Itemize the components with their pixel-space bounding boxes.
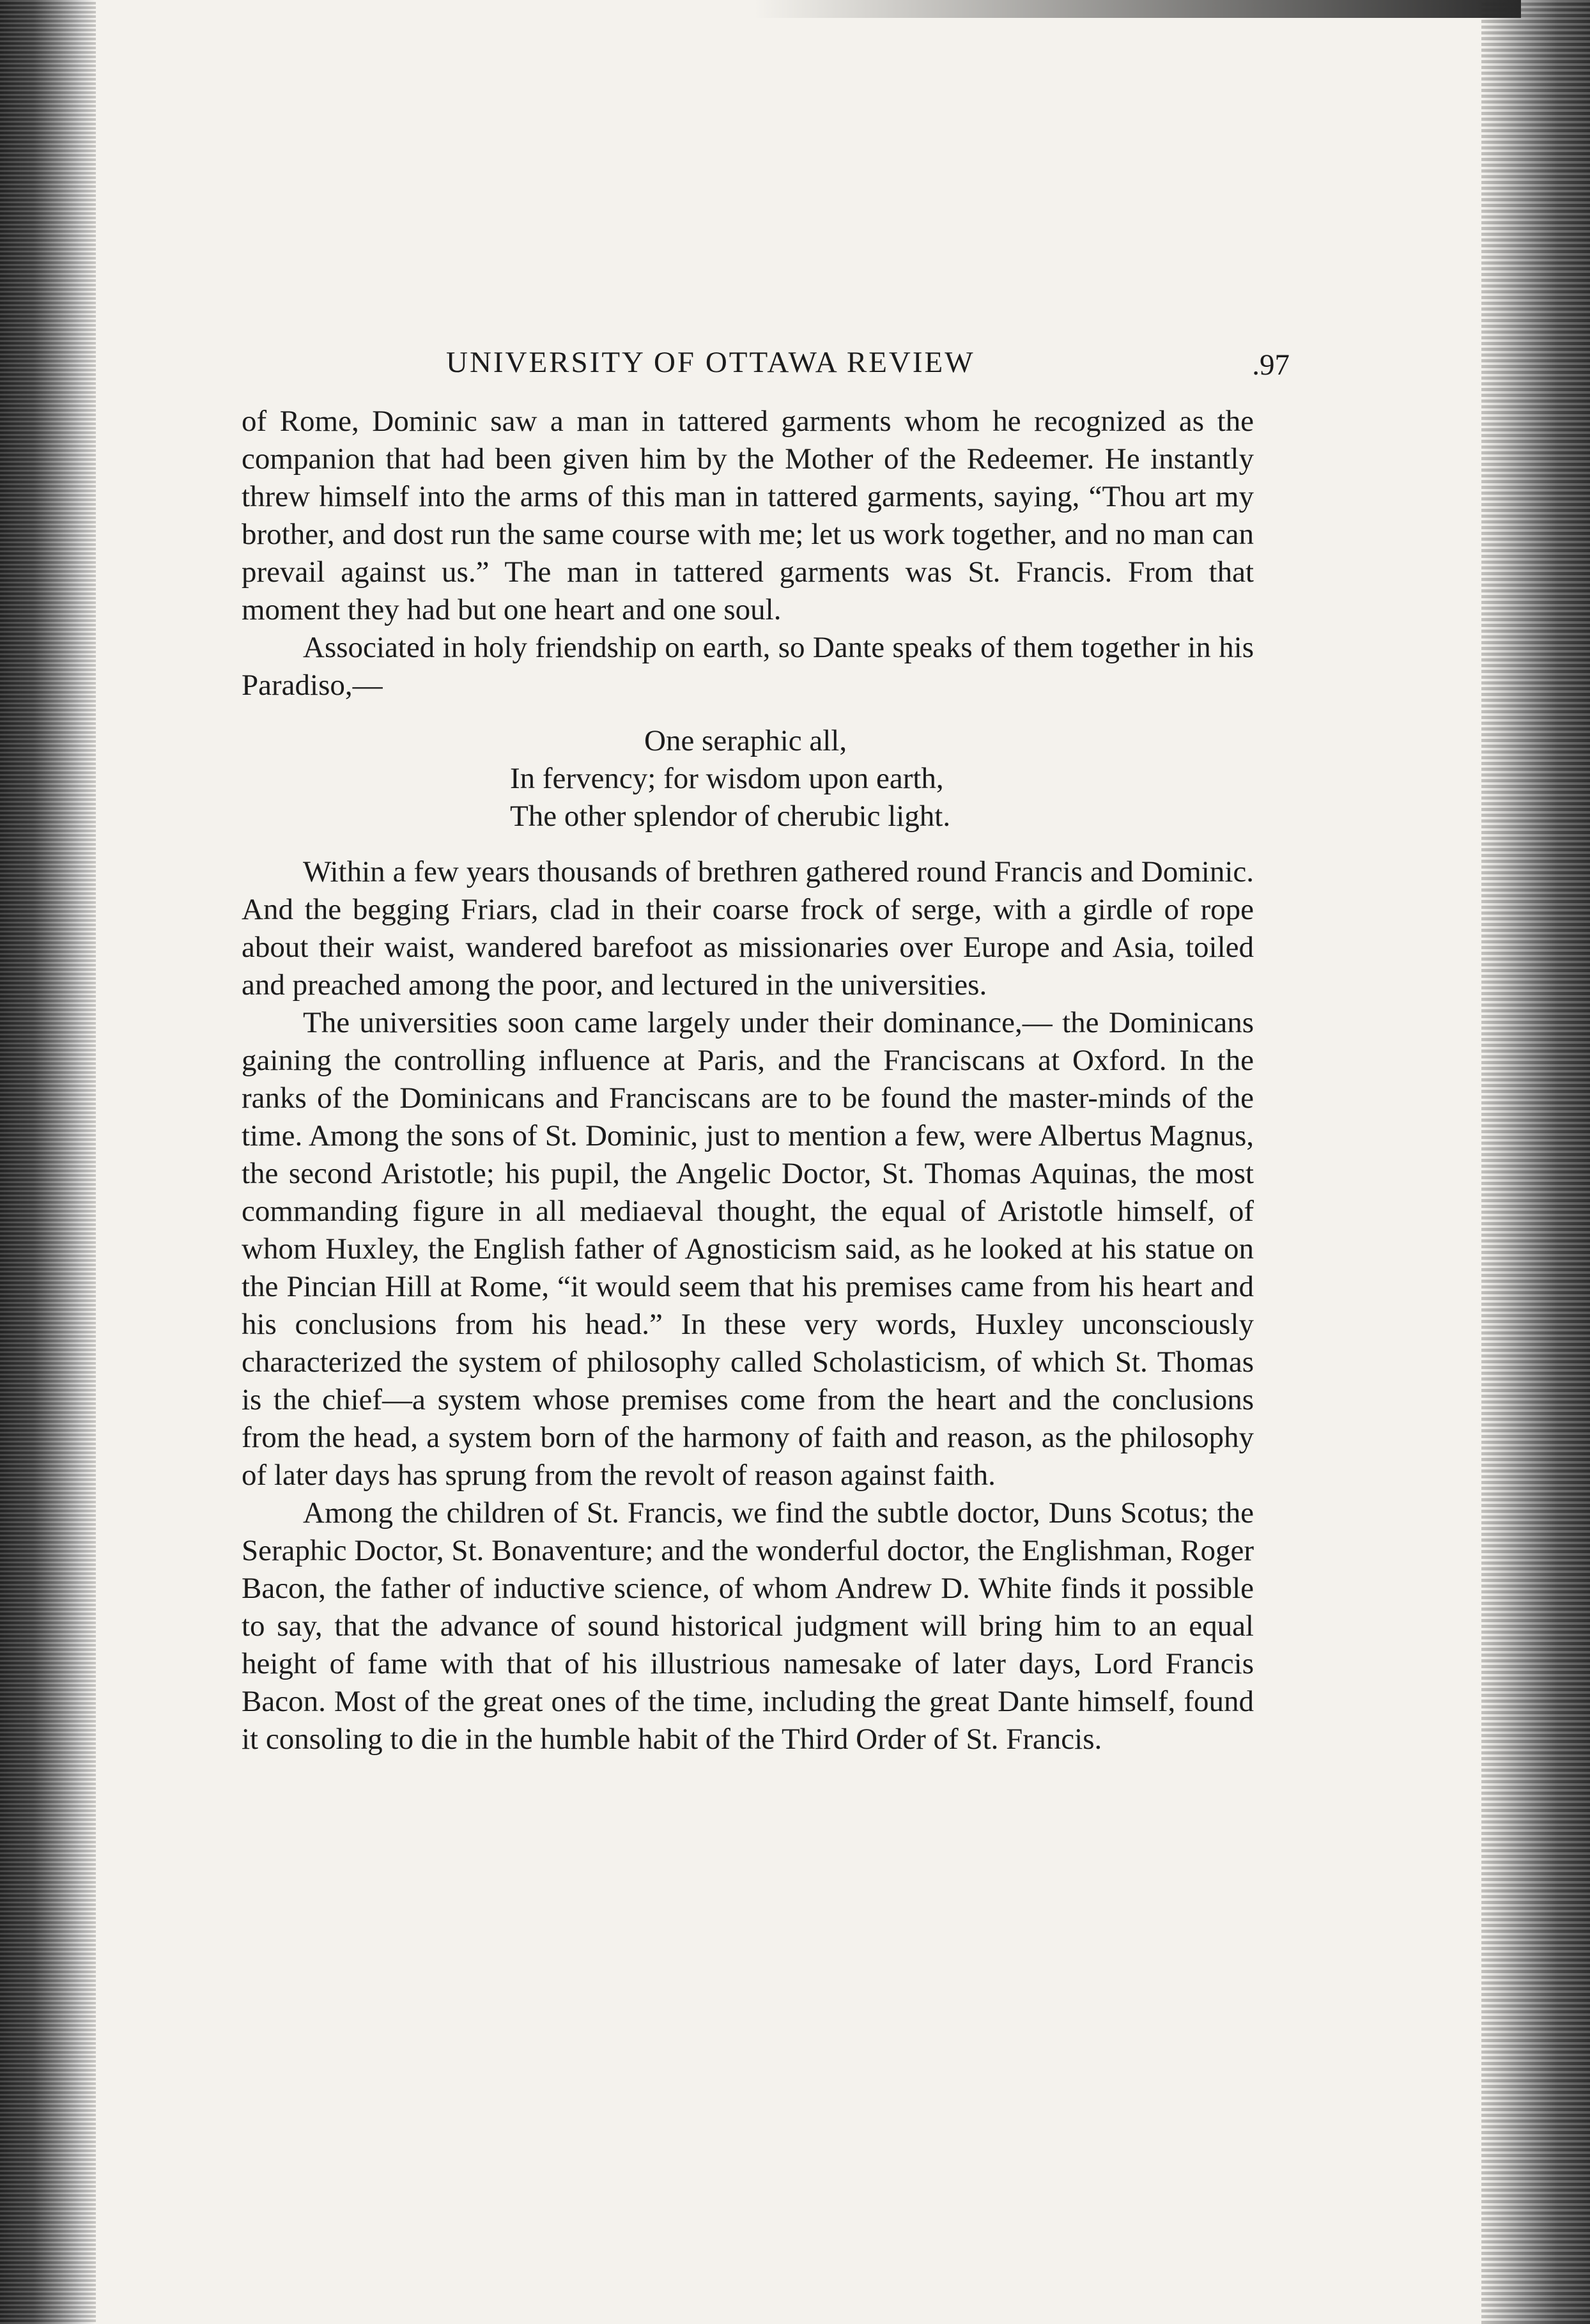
- scan-edge-right: [1481, 0, 1590, 2324]
- paragraph: The universities soon came largely under their dominance,— the Dominicans gaining the controlling influence at Paris, and the Franciscans at Oxford. In the ranks of the Dominicans and Franciscans are to be found the master-minds of the time. Among the sons of St. Dominic, just to mention a few, were Albertus Magnus, the second Aristotle; his pupil, the Angelic Doctor, St. Thomas Aquinas, the most commanding figure in all mediaeval thought, the equal of Aristotle himself, of whom Huxley, the English father of Agnosticism said, as he looked at his statue on the Pincian Hill at Rome, “it would seem that his premises came from his heart and his conclusions from his head.” In these very words, Huxley unconsciously characterized the system of philosophy called Scholasticism, of which St. Thomas is the chief—a system whose premises come from the heart and the conclusions from the head, a system born of the harmony of faith and reason, as the philosophy of later days has sprung from the revolt of reason against faith.: [242, 1006, 1254, 1492]
- page-number: .97: [1252, 348, 1290, 382]
- scan-edge-left: [0, 0, 96, 2324]
- paragraph: of Rome, Dominic saw a man in tattered garments whom he recognized as the companion that had been given him by the Mother of the Redeemer. He instantly threw himself into the arms of this man in tattered garments, saying, “Thou art my brother, and dost run the same course with me; let us work together, and no man can prevail against us.” The man in tattered garments was St. Francis. From that moment they had but one heart and one soul.: [242, 405, 1254, 626]
- verse-line: In fervency; for wisdom upon earth,: [510, 762, 944, 795]
- page-header: [242, 345, 1290, 396]
- verse-line: One seraphic all,: [644, 724, 847, 757]
- verse-quote: [510, 722, 1254, 835]
- paragraph: Associated in holy friendship on earth, so Dante speaks of them together in his Paradiso,—: [242, 631, 1254, 702]
- paragraph: Within a few years thousands of brethren gathered round Francis and Dominic. And the begging Friars, clad in their coarse frock of serge, with a girdle of rope about their waist, wandered barefoot as missionaries over Europe and Asia, toiled and preached among the poor, and lectured in the universities.: [242, 855, 1254, 1002]
- scan-edge-top: [754, 0, 1521, 18]
- running-title: UNIVERSITY OF OTTAWA REVIEW: [446, 346, 975, 379]
- body-text: [242, 403, 1254, 1758]
- verse-line: The other splendor of cherubic light.: [510, 800, 951, 833]
- paragraph: Among the children of St. Francis, we find the subtle doctor, Duns Scotus; the Seraphic Doctor, St. Bonaventure; and the wonderful doctor, the Englishman, Roger Bacon, the father of inductive science, of whom Andrew D. White finds it possible to say, that the advance of sound historical judgment will bring him to an equal height of fame with that of his illustrious namesake of later days, Lord Francis Bacon. Most of the great ones of the time, including the great Dante himself, found it consoling to die in the humble habit of the Third Order of St. Francis.: [242, 1496, 1254, 1756]
